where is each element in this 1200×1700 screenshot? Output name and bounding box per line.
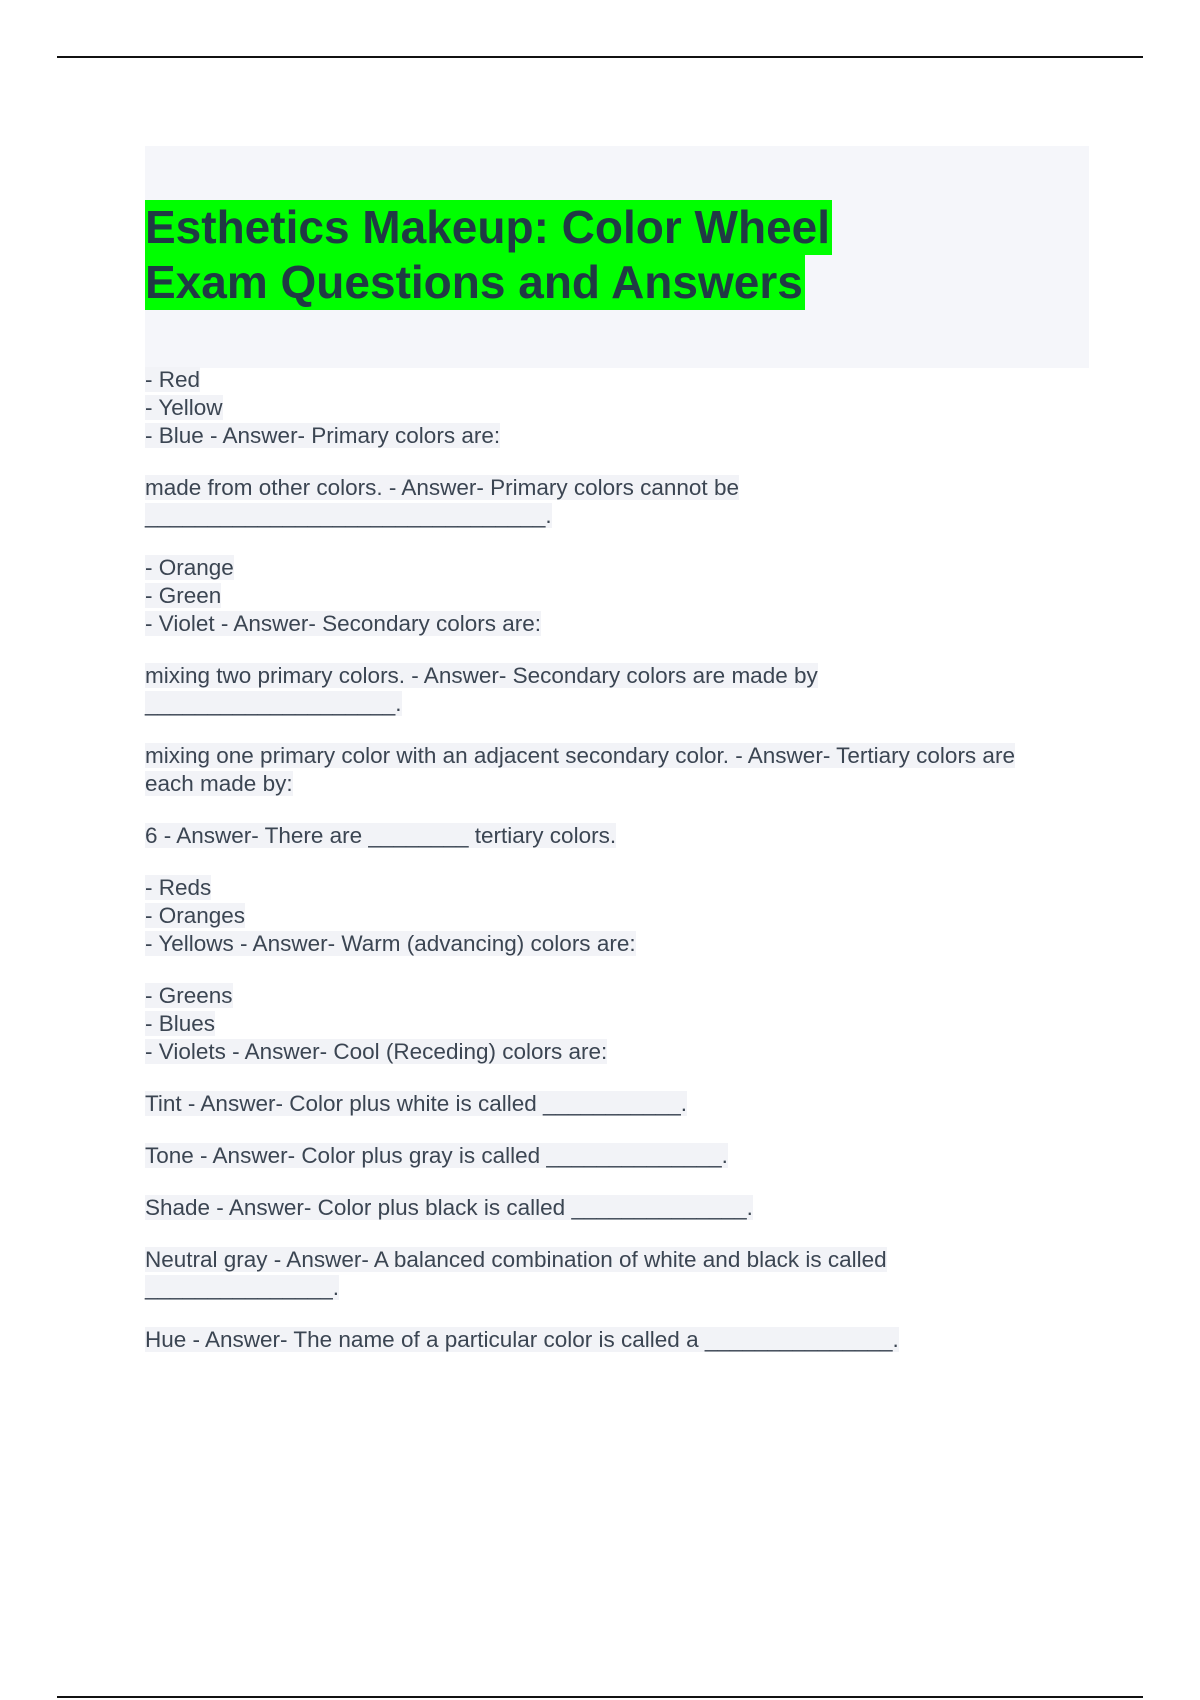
qa-line: Shade - Answer- Color plus black is called ______________. xyxy=(145,1195,753,1220)
qa-line: - Yellows - Answer- Warm (advancing) colors are: xyxy=(145,931,636,956)
qa-line: mixing one primary color with an adjacent secondary color. - Answer- Tertiary colors are xyxy=(145,743,1015,768)
bottom-rule xyxy=(57,1696,1143,1698)
qa-line: Neutral gray - Answer- A balanced combination of white and black is called xyxy=(145,1247,887,1272)
qa-line: mixing two primary colors. - Answer- Secondary colors are made by xyxy=(145,663,818,688)
qa-item-secondary-made-by xyxy=(145,662,1089,718)
qa-item-tertiary-count xyxy=(145,822,1089,850)
qa-line: Hue - Answer- The name of a particular color is called a _______________. xyxy=(145,1327,899,1352)
qa-line: - Reds xyxy=(145,875,212,900)
qa-line: made from other colors. - Answer- Primary colors cannot be xyxy=(145,475,739,500)
qa-item-tertiary-made-by xyxy=(145,742,1089,798)
qa-item-hue xyxy=(145,1326,1089,1354)
title-banner xyxy=(145,146,1089,368)
qa-line: _______________. xyxy=(145,1275,339,1300)
qa-line: each made by: xyxy=(145,771,293,796)
qa-line: - Violet - Answer- Secondary colors are: xyxy=(145,611,542,636)
qa-list xyxy=(145,366,1089,1378)
qa-item-shade xyxy=(145,1194,1089,1222)
qa-line: - Greens xyxy=(145,983,233,1008)
qa-item-neutral-gray xyxy=(145,1246,1089,1302)
qa-line: ________________________________. xyxy=(145,503,552,528)
qa-line: 6 - Answer- There are ________ tertiary colors. xyxy=(145,823,617,848)
qa-line: - Oranges xyxy=(145,903,246,928)
top-rule xyxy=(57,56,1143,58)
qa-line: Tint - Answer- Color plus white is called ___________. xyxy=(145,1091,687,1116)
qa-line: Tone - Answer- Color plus gray is called ______________. xyxy=(145,1143,728,1168)
qa-item-warm-colors xyxy=(145,874,1089,958)
qa-item-cool-colors xyxy=(145,982,1089,1066)
qa-line: - Green xyxy=(145,583,222,608)
qa-line: - Yellow xyxy=(145,395,223,420)
qa-line: ____________________. xyxy=(145,691,402,716)
qa-line: - Blues xyxy=(145,1011,216,1036)
title-line-2: Exam Questions and Answers xyxy=(145,256,803,308)
qa-item-tint xyxy=(145,1090,1089,1118)
qa-line: - Blue - Answer- Primary colors are: xyxy=(145,423,501,448)
qa-line: - Violets - Answer- Cool (Receding) colors are: xyxy=(145,1039,608,1064)
title-line-1: Esthetics Makeup: Color Wheel xyxy=(145,201,831,253)
qa-item-tone xyxy=(145,1142,1089,1170)
qa-item-secondary-colors xyxy=(145,554,1089,638)
qa-item-primary-colors xyxy=(145,366,1089,450)
qa-item-primary-cannot-be xyxy=(145,474,1089,530)
document-title xyxy=(145,200,832,310)
qa-line: - Orange xyxy=(145,555,234,580)
qa-line: - Red xyxy=(145,367,201,392)
